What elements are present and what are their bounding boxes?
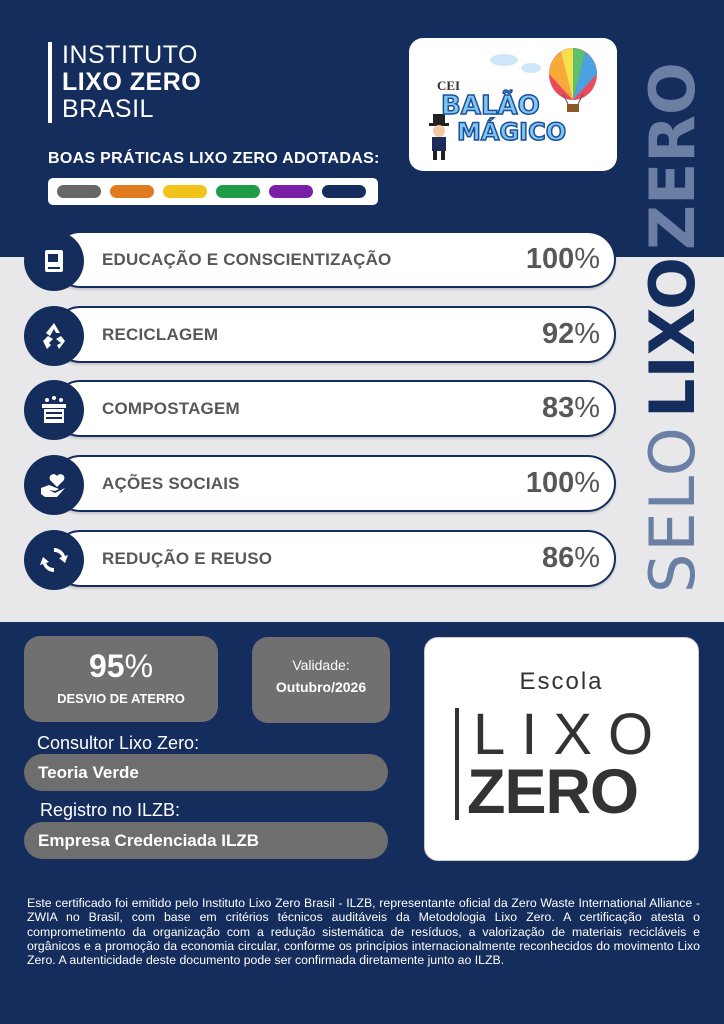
selo-bold-text: LIXO [636, 257, 709, 418]
swatch-green [216, 185, 260, 198]
practice-percent [542, 392, 600, 425]
practice-value: 83 [541, 392, 575, 424]
registry-value: Empresa Credenciada ILZB [24, 822, 388, 859]
practice-row [24, 306, 616, 366]
practice-unit: % [574, 392, 600, 424]
swatch-gray [57, 185, 101, 198]
practice-percent [542, 318, 600, 351]
desvio-unit: % [124, 648, 154, 684]
desvio-label: DESVIO DE ATERRO [57, 691, 185, 706]
brand-line-1: INSTITUTO [62, 41, 198, 69]
practice-row [24, 455, 616, 515]
compost-bin-icon [37, 393, 71, 427]
desvio-percent [24, 648, 218, 685]
certificate-footer-text: Este certificado foi emitido pelo Instituto Lixo Zero Brasil - ILZB, representante oficial da Zero Waste International Alliance - ZWIA no Brasil, com base em critérios técnicos auditáveis da Metodologia Lixo Zero. A certificação atesta o comprometimento da organização com a redução sistemática de resíduos, a valorização de materiais recicláveis e orgânicos e a promoção da economia circular, conforme os princípios internacionalmente reconhecidos do movimento Lixo Zero. A autenticidade deste documento pode ser confirmada diretamente junto ao ILZB. [27, 896, 700, 968]
heart-hand-icon [37, 468, 71, 502]
practice-percent [542, 542, 600, 575]
practice-value: 86 [541, 542, 575, 574]
escola-lixo-zero-badge [424, 637, 699, 861]
practice-label: AÇÕES SOCIAIS [102, 474, 240, 493]
validity-card [252, 637, 390, 723]
validity-value: Outubro/2026 [275, 679, 367, 695]
practice-label: COMPOSTAGEM [102, 399, 240, 418]
registry-label: Registro no ILZB: [40, 800, 181, 820]
practice-icon-circle [24, 530, 84, 590]
desvio-card [24, 636, 218, 722]
swatch-yellow [163, 185, 207, 198]
escola-lixo-text: LIXO [473, 702, 670, 767]
institute-brand [48, 42, 201, 123]
practice-label: EDUCAÇÃO E CONSCIENTIZAÇÃO [102, 250, 392, 269]
consultant-value: Teoria Verde [24, 754, 388, 791]
practice-row [24, 231, 616, 291]
logo-line2-text: MÁGICO [457, 118, 567, 146]
reuse-arrows-icon [37, 543, 71, 577]
practice-percent [526, 467, 600, 500]
practice-row [24, 530, 616, 590]
escola-title: Escola [519, 668, 604, 695]
practices-title: BOAS PRÁTICAS LIXO ZERO ADOTADAS: [48, 150, 380, 167]
validity-label: Validade: [292, 657, 350, 673]
selo-bold2-text: ZERO [636, 62, 709, 250]
practice-value: 100 [525, 243, 575, 275]
practice-value: 100 [525, 467, 575, 499]
escola-zero-text: ZERO [467, 757, 639, 827]
swatch-orange [110, 185, 154, 198]
escola-rule [455, 708, 459, 820]
practice-unit: % [574, 542, 600, 574]
logo-line1-text: BALÃO [441, 91, 540, 121]
desvio-value: 95 [88, 648, 125, 684]
book-icon [39, 246, 69, 276]
practice-icon-circle [24, 231, 84, 291]
consultant-label: Consultor Lixo Zero: [37, 733, 200, 753]
swatch-purple [269, 185, 313, 198]
practice-row [24, 380, 616, 440]
practice-label: REDUÇÃO E REUSO [102, 549, 273, 568]
practice-unit: % [574, 318, 600, 350]
practice-icon-circle [24, 306, 84, 366]
practice-swatches [48, 178, 378, 205]
practice-value: 92 [541, 318, 575, 350]
practice-unit: % [574, 243, 600, 275]
logo-cei-text: CEI [437, 78, 461, 93]
swatch-navy [322, 185, 366, 198]
brand-line-3: BRASIL [62, 95, 154, 123]
practice-label: RECICLAGEM [102, 325, 219, 344]
practice-unit: % [574, 467, 600, 499]
recycle-icon [37, 319, 71, 353]
brand-line-2: LIXO ZERO [62, 68, 202, 96]
practice-percent [526, 243, 600, 276]
selo-thin-text: SELO [636, 425, 709, 593]
practice-icon-circle [24, 455, 84, 515]
practice-icon-circle [24, 380, 84, 440]
